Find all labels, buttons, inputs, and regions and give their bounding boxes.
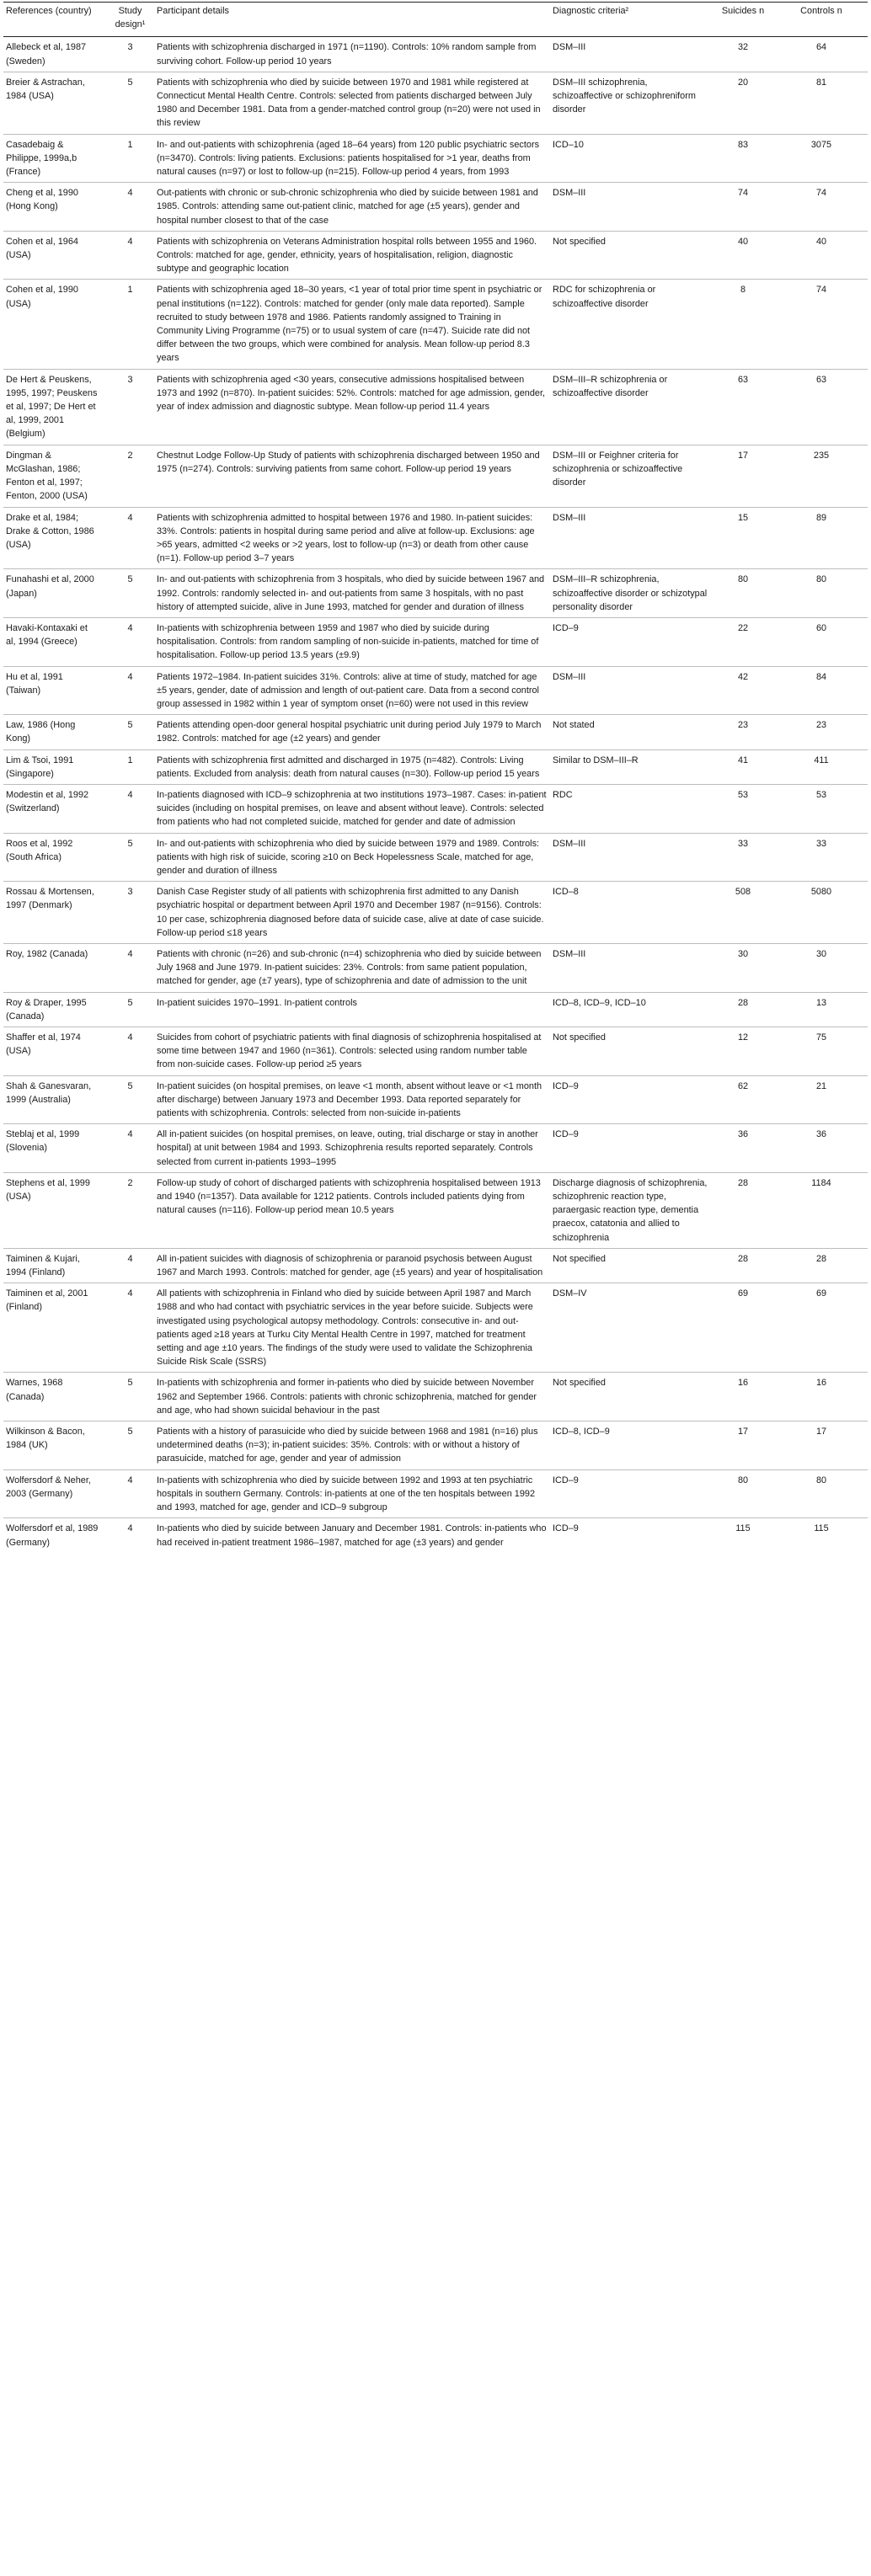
cell-controls: 1184 xyxy=(776,1172,868,1248)
table-row xyxy=(3,507,868,569)
cell-reference: Stephens et al, 1999 (USA) xyxy=(3,1172,107,1248)
cell-design: 5 xyxy=(107,1373,154,1421)
cell-participant-details: In- and out-patients with schizophrenia who died by suicide between 1979 and 1989. Controls: patients with high risk of suicide, scoring ≥10 on Beck Hopelessness Scale, matched for age, gender and duration of illness xyxy=(154,833,550,882)
cell-participant-details: Patients with schizophrenia on Veterans Administration hospital rolls between 1955 and 1960. Controls: matched for age, gender, ethnicity, years of hospitalisation, religion, diagnostic subtype and geographic location xyxy=(154,231,550,280)
cell-participant-details: All patients with schizophrenia in Finland who died by suicide between April 1987 and March 1988 and who had contact with psychiatric services in the year before suicide. Subjects were investigated using psychological autopsy methodology. Controls: consecutive in- and out-patients aged ≥18 years at Turku City Mental Health Centre in 1997, matched for treatment setting and age ±10 years. The findings of the study were used to validate the Schizophrenia Suicide Risk Scale (SSRS) xyxy=(154,1283,550,1373)
cell-suicides: 23 xyxy=(711,715,776,749)
cell-design: 5 xyxy=(107,569,154,618)
cell-suicides: 28 xyxy=(711,1248,776,1283)
cell-participant-details: All in-patient suicides with diagnosis of schizophrenia or paranoid psychosis between August 1967 and March 1993. Controls: matched for gender, age (±5 years) and year of hospitalisation xyxy=(154,1248,550,1283)
cell-diagnostic-criteria: ICD–9 xyxy=(553,1523,579,1534)
header-diagnostic: Diagnostic criteria² xyxy=(550,3,711,37)
cell-controls: 17 xyxy=(776,1421,868,1470)
cell-participant-details: Follow-up study of cohort of discharged patients with schizophrenia hospitalised between 1913 and 1940 (n=1357). Data available for 1212 patients. Controls included patients dying from natural causes (n=116). Follow-up period mean 10.5 years xyxy=(154,1172,550,1248)
cell-reference: Roos et al, 1992 (South Africa) xyxy=(3,833,107,882)
cell-suicides: 28 xyxy=(711,1172,776,1248)
cell-diagnostic-criteria: DSM–III–R schizophrenia, schizoaffective disorder or schizotypal personality disorder xyxy=(550,569,711,618)
cell-suicides: 32 xyxy=(711,37,776,72)
table-row xyxy=(3,183,868,232)
cell-diagnostic-criteria: DSM–III xyxy=(550,183,711,232)
cell-diagnostic-criteria: ICD–9 xyxy=(550,1469,711,1518)
cell-design: 4 xyxy=(107,617,154,666)
cell-suicides: 16 xyxy=(711,1373,776,1421)
cell-reference: Drake et al, 1984; Drake & Cotton, 1986 (USA) xyxy=(3,507,107,569)
cell-suicides: 30 xyxy=(711,943,776,992)
cell-controls: 411 xyxy=(776,749,868,784)
cell-participant-details: In-patients diagnosed with ICD–9 schizophrenia at two institutions 1973–1987. Cases: in-patient suicides (including on hospital premises, on leave and absent without leave). Controls: selected from patients who had not completed suicide, matched for gender and date of admission xyxy=(154,784,550,833)
cell-suicides: 80 xyxy=(711,1469,776,1518)
cell-design: 1 xyxy=(107,280,154,369)
cell-controls: 64 xyxy=(776,37,868,72)
cell-participant-details: Danish Case Register study of all patients with schizophrenia first admitted to any Danish psychiatric hospital or department between April 1970 and December 1987 (n=9156). Controls: 10 per case, schizophrenia diagnosed before data of suicide case, alive at date of case suicide. Follow-up period ≤18 years xyxy=(154,882,550,944)
cell-design: 4 xyxy=(107,1027,154,1076)
cell-design: 5 xyxy=(107,833,154,882)
cell-participant-details: In-patients with schizophrenia and former in-patients who died by suicide between November 1962 and September 1966. Controls: patients with chronic schizophrenia, matched for gender and age, who had shown suicidal behaviour in the past xyxy=(154,1373,550,1421)
cell-controls: 60 xyxy=(776,617,868,666)
cell-design: 4 xyxy=(107,1283,154,1373)
table-row xyxy=(3,715,868,749)
cell-reference: Wolfersdorf & Neher, 2003 (Germany) xyxy=(3,1469,107,1518)
cell-reference: Law, 1986 (Hong Kong) xyxy=(3,715,107,749)
cell-participant-details: In- and out-patients with schizophrenia from 3 hospitals, who died by suicide between 1967 and 1992. Controls: randomly selected in- and out-patients from same 3 hospitals, with no past history of attempted suicide, alive in June 1993, matched for gender and duration of illness xyxy=(154,569,550,618)
cell-design: 4 xyxy=(107,507,154,569)
cell-diagnostic-criteria: Discharge diagnosis of schizophrenia, schizophrenic reaction type, paraergasic reaction type, dementia praecox, catatonia and allied to schizophrenia xyxy=(550,1172,711,1248)
cell-suicides: 83 xyxy=(711,134,776,183)
table-header xyxy=(3,3,868,37)
table-row xyxy=(3,1075,868,1124)
cell-reference: Wolfersdorf et al, 1989 (Germany) xyxy=(6,1523,99,1548)
cell-reference: Lim & Tsoi, 1991 (Singapore) xyxy=(3,749,107,784)
cell-reference: Modestin et al, 1992 (Switzerland) xyxy=(3,784,107,833)
cell-design: 4 xyxy=(107,784,154,833)
cell-suicides: 508 xyxy=(711,882,776,944)
cell-design: 5 xyxy=(107,992,154,1027)
cell-suicides: 8 xyxy=(711,280,776,369)
cell-design: 1 xyxy=(107,749,154,784)
cell-diagnostic-criteria: DSM–IV xyxy=(550,1283,711,1373)
cell-reference: Wilkinson & Bacon, 1984 (UK) xyxy=(3,1421,107,1470)
cell-reference: Cheng et al, 1990 (Hong Kong) xyxy=(3,183,107,232)
cell-controls: 84 xyxy=(776,666,868,715)
cell-design: 3 xyxy=(107,882,154,944)
cell-suicides: 20 xyxy=(711,72,776,134)
cell-reference: Cohen et al, 1964 (USA) xyxy=(3,231,107,280)
cell-diagnostic-criteria: DSM–III xyxy=(550,507,711,569)
cell-suicides: 42 xyxy=(711,666,776,715)
table-row xyxy=(3,1027,868,1076)
cell-design: 4 xyxy=(107,666,154,715)
cell-suicides: 36 xyxy=(711,1124,776,1173)
cell-reference: Steblaj et al, 1999 (Slovenia) xyxy=(3,1124,107,1173)
cell-suicides: 69 xyxy=(711,1283,776,1373)
cell-suicides: 62 xyxy=(711,1075,776,1124)
cell-participant-details: Patients attending open-door general hospital psychiatric unit during period July 1979 to March 1982. Controls: matched for age (±2 years) and gender xyxy=(154,715,550,749)
table-row xyxy=(3,1469,868,1518)
table-row xyxy=(3,882,868,944)
cell-reference: De Hert & Peuskens, 1995, 1997; Peuskens et al, 1997; De Hert et al, 1999, 2001 (Belgium) xyxy=(3,369,107,445)
table-row xyxy=(3,369,868,445)
cell-controls: 21 xyxy=(776,1075,868,1124)
cell-diagnostic-criteria: ICD–9 xyxy=(550,617,711,666)
cell-reference: Hu et al, 1991 (Taiwan) xyxy=(3,666,107,715)
cell-diagnostic-criteria: DSM–III schizophrenia, schizoaffective or schizophreniform disorder xyxy=(550,72,711,134)
cell-diagnostic-criteria: DSM–III xyxy=(550,666,711,715)
cell-participant-details: Patients with chronic (n=26) and sub-chronic (n=4) schizophrenia who died by suicide between July 1968 and June 1979. In-patient suicides: 23%. Controls: from same patient population, matched for gender, age (±7 years), type of schizophrenia and date of admission to the unit xyxy=(154,943,550,992)
cell-participant-details: Patients with schizophrenia who died by suicide between 1970 and 1981 while registered at Connecticut Mental Health Centre. Controls: selected from patients discharged between July 1980 and December 1981. Data from a gender-matched control group (n=20) were not used in this review xyxy=(154,72,550,134)
cell-design: 4 xyxy=(107,1469,154,1518)
cell-reference: Casadebaig & Philippe, 1999a,b (France) xyxy=(3,134,107,183)
cell-controls: 63 xyxy=(776,369,868,445)
table-row xyxy=(3,1373,868,1421)
cell-suicides: 41 xyxy=(711,749,776,784)
cell-participant-details: In-patients with schizophrenia who died by suicide between 1992 and 1993 at ten psychiatric hospitals in southern Germany. Controls: in-patients at one of the ten hospitals between 1992 and 1993, matched for age, gender and ICD–9 subgroup xyxy=(154,1469,550,1518)
cell-participant-details: Suicides from cohort of psychiatric patients with final diagnosis of schizophrenia hospitalised at some time between 1947 and 1960 (n=361). Controls: selected using random number table from non-suicide cases. Follow-up period ≥5 years xyxy=(154,1027,550,1076)
cell-participant-details: In- and out-patients with schizophrenia (aged 18–64 years) from 120 public psychiatric sectors (n=3470). Controls: living patients. Exclusions: patients hospitalised for >1 year, deaths from natural causes (n=97) or lost to follow-up (n=215). Follow-up period 4 years, from 1993 xyxy=(154,134,550,183)
table-row xyxy=(3,1283,868,1373)
cell-participant-details: Patients with schizophrenia discharged in 1971 (n=1190). Controls: 10% random sample from surviving cohort. Follow-up period 10 years xyxy=(154,37,550,72)
cell-design: 2 xyxy=(107,1172,154,1248)
header-suicides: Suicides n xyxy=(711,3,776,37)
cell-suicides: 15 xyxy=(711,507,776,569)
header-references: References (country) xyxy=(3,3,107,37)
cell-suicides: 33 xyxy=(711,833,776,882)
cell-design: 3 xyxy=(107,37,154,72)
cell-controls: 81 xyxy=(776,72,868,134)
cell-diagnostic-criteria: ICD–8 xyxy=(550,882,711,944)
cell-participant-details: Patients with schizophrenia aged 18–30 years, <1 year of total prior time spent in psychiatric or penal institutions (n=122). Controls: matched for gender (only male data reported). Sample recruited to study between 1978 and 1986. Patients randomly assigned to Training in Community Living Programme (n=75) or to usual system of care (n=47). Suicide rate did not differ between the two groups, which were combined for analysis. Mean follow-up period 8.3 years xyxy=(154,280,550,369)
table-row xyxy=(3,1124,868,1173)
cell-diagnostic-criteria: Not specified xyxy=(550,1027,711,1076)
table-row xyxy=(3,1172,868,1248)
cell-reference: Rossau & Mortensen, 1997 (Denmark) xyxy=(3,882,107,944)
cell-design: 5 xyxy=(107,72,154,134)
table-row xyxy=(3,749,868,784)
cell-controls: 13 xyxy=(776,992,868,1027)
table-body xyxy=(3,37,868,1553)
table-row xyxy=(3,445,868,507)
cell-design: 1 xyxy=(107,134,154,183)
cell-suicides: 22 xyxy=(711,617,776,666)
table-row xyxy=(3,231,868,280)
cell-controls: 5080 xyxy=(776,882,868,944)
cell-reference: Roy, 1982 (Canada) xyxy=(3,943,107,992)
cell-participant-details: Patients with schizophrenia first admitted and discharged in 1975 (n=482). Controls: Living patients. Excluded from analysis: death from natural causes (n=30). Follow-up period 15 years xyxy=(154,749,550,784)
cell-diagnostic-criteria: ICD–8, ICD–9 xyxy=(550,1421,711,1470)
cell-controls: 74 xyxy=(776,280,868,369)
cell-design: 4 xyxy=(127,1523,133,1534)
cell-reference: Dingman & McGlashan, 1986; Fenton et al, 1997; Fenton, 2000 (USA) xyxy=(3,445,107,507)
cell-controls: 36 xyxy=(776,1124,868,1173)
cell-participant-details: Patients with schizophrenia aged <30 years, consecutive admissions hospitalised between 1973 and 1992 (n=870). In-patient suicides: 52%. Controls: matched for age admission, gender, year of index admission and diagnostic subtype. Mean follow-up period 11.4 years xyxy=(154,369,550,445)
cell-reference: Breier & Astrachan, 1984 (USA) xyxy=(3,72,107,134)
cell-design: 2 xyxy=(107,445,154,507)
table-row xyxy=(3,617,868,666)
cell-design: 4 xyxy=(107,943,154,992)
cell-design: 3 xyxy=(107,369,154,445)
cell-controls: 80 xyxy=(776,569,868,618)
table-row xyxy=(3,569,868,618)
cell-controls: 115 xyxy=(814,1523,829,1534)
cell-suicides: 12 xyxy=(711,1027,776,1076)
cell-controls: 75 xyxy=(776,1027,868,1076)
cell-reference: Funahashi et al, 2000 (Japan) xyxy=(3,569,107,618)
cell-diagnostic-criteria: ICD–10 xyxy=(550,134,711,183)
cell-design: 4 xyxy=(107,231,154,280)
cell-participant-details: In-patient suicides 1970–1991. In-patient controls xyxy=(154,992,550,1027)
cell-participant-details: In-patients who died by suicide between January and December 1981. Controls: in-patients who had received in-patient treatment 1986–1987, matched for age (±3 years) and gender xyxy=(157,1523,547,1548)
cell-diagnostic-criteria: ICD–8, ICD–9, ICD–10 xyxy=(550,992,711,1027)
table-row xyxy=(3,134,868,183)
cell-suicides: 17 xyxy=(711,445,776,507)
cell-reference: Warnes, 1968 (Canada) xyxy=(3,1373,107,1421)
cell-controls: 53 xyxy=(776,784,868,833)
cell-suicides: 53 xyxy=(711,784,776,833)
cell-diagnostic-criteria: RDC xyxy=(550,784,711,833)
cell-reference: Allebeck et al, 1987 (Sweden) xyxy=(3,37,107,72)
cell-reference: Taiminen & Kujari, 1994 (Finland) xyxy=(3,1248,107,1283)
cell-design: 4 xyxy=(107,1124,154,1173)
cell-participant-details: Patients with a history of parasuicide who died by suicide between 1968 and 1981 (n=16) plus undetermined deaths (n=3); in-patient suicides: 35%. Controls: with or without a history of parasuicide, matched for age, gender and year of admission xyxy=(154,1421,550,1470)
header-participants: Participant details xyxy=(154,3,550,37)
cell-controls: 30 xyxy=(776,943,868,992)
table-row xyxy=(3,280,868,369)
cell-diagnostic-criteria: RDC for schizophrenia or schizoaffective disorder xyxy=(550,280,711,369)
cell-suicides: 28 xyxy=(711,992,776,1027)
table-row xyxy=(3,833,868,882)
table-row xyxy=(3,1518,868,1553)
cell-suicides: 40 xyxy=(711,231,776,280)
cell-reference: Taiminen et al, 2001 (Finland) xyxy=(3,1283,107,1373)
cell-diagnostic-criteria: Not stated xyxy=(550,715,711,749)
cell-participant-details: Patients with schizophrenia admitted to hospital between 1976 and 1980. In-patient suicides: 33%. Controls: patients in hospital during same period and alive at follow-up. Exclusions: age >65 years, admitted <2 weeks or >2 years, lost to follow-up (n=3) or death from other cause (n=1). Follow-up period 3–7 years xyxy=(154,507,550,569)
cell-reference: Shah & Ganesvaran, 1999 (Australia) xyxy=(3,1075,107,1124)
cell-design: 4 xyxy=(107,183,154,232)
cell-diagnostic-criteria: ICD–9 xyxy=(550,1075,711,1124)
cell-participant-details: Chestnut Lodge Follow-Up Study of patients with schizophrenia discharged between 1950 and 1975 (n=274). Controls: surviving patients from same cohort. Follow-up period 19 years xyxy=(154,445,550,507)
cell-diagnostic-criteria: Not specified xyxy=(550,1248,711,1283)
cell-diagnostic-criteria: DSM–III xyxy=(550,37,711,72)
cell-suicides: 80 xyxy=(711,569,776,618)
header-design: Study design¹ xyxy=(107,3,154,37)
cell-diagnostic-criteria: ICD–9 xyxy=(550,1124,711,1173)
cell-participant-details: Patients 1972–1984. In-patient suicides 31%. Controls: alive at time of study, matched for age ±5 years, gender, date of admission and length of out-patient care. Data from a second control group assessed in 1982 within 1 year of symptom onset (n=60) were not used in this review xyxy=(154,666,550,715)
cell-reference: Havaki-Kontaxaki et al, 1994 (Greece) xyxy=(3,617,107,666)
cell-reference: Shaffer et al, 1974 (USA) xyxy=(3,1027,107,1076)
cell-diagnostic-criteria: DSM–III xyxy=(550,833,711,882)
cell-design: 4 xyxy=(107,1248,154,1283)
cell-controls: 28 xyxy=(776,1248,868,1283)
cell-design: 5 xyxy=(107,715,154,749)
cell-suicides: 63 xyxy=(711,369,776,445)
cell-participant-details: All in-patient suicides (on hospital premises, on leave, outing, trial discharge or stay in another hospital) at unit between 1984 and 1993. Schizophrenia results reported separately. Controls selected from current in-patients 1993–1995 xyxy=(154,1124,550,1173)
table-row xyxy=(3,943,868,992)
cell-design: 5 xyxy=(107,1075,154,1124)
cell-diagnostic-criteria: Similar to DSM–III–R xyxy=(550,749,711,784)
table-row xyxy=(3,1248,868,1283)
cell-suicides: 115 xyxy=(735,1523,751,1534)
table-row xyxy=(3,784,868,833)
cell-suicides: 74 xyxy=(711,183,776,232)
table-row xyxy=(3,992,868,1027)
cell-suicides: 17 xyxy=(711,1421,776,1470)
cell-controls: 235 xyxy=(776,445,868,507)
cell-controls: 23 xyxy=(776,715,868,749)
cell-controls: 3075 xyxy=(776,134,868,183)
cell-design: 5 xyxy=(107,1421,154,1470)
cell-participant-details: Out-patients with chronic or sub-chronic schizophrenia who died by suicide between 1981 and 1985. Controls: attending same out-patient clinic, matched for age (±5 years), gender and hospital number closest to that of the case xyxy=(154,183,550,232)
cell-reference: Cohen et al, 1990 (USA) xyxy=(3,280,107,369)
cell-diagnostic-criteria: DSM–III–R schizophrenia or schizoaffective disorder xyxy=(550,369,711,445)
cell-diagnostic-criteria: DSM–III or Feighner criteria for schizophrenia or schizoaffective disorder xyxy=(550,445,711,507)
cell-controls: 69 xyxy=(776,1283,868,1373)
table-row xyxy=(3,37,868,72)
table-row xyxy=(3,666,868,715)
cell-diagnostic-criteria: Not specified xyxy=(550,231,711,280)
cell-controls: 33 xyxy=(776,833,868,882)
cell-diagnostic-criteria: Not specified xyxy=(550,1373,711,1421)
cell-controls: 80 xyxy=(776,1469,868,1518)
studies-table xyxy=(3,2,868,1553)
cell-controls: 89 xyxy=(776,507,868,569)
cell-participant-details: In-patient suicides (on hospital premises, on leave <1 month, absent without leave or <1 month after discharge) between January 1973 and December 1993. Data reported separately for patients with schizophrenia. Controls: selected from non-suicide in-patients xyxy=(154,1075,550,1124)
cell-controls: 40 xyxy=(776,231,868,280)
cell-reference: Roy & Draper, 1995 (Canada) xyxy=(3,992,107,1027)
cell-diagnostic-criteria: DSM–III xyxy=(550,943,711,992)
header-controls: Controls n xyxy=(776,3,868,37)
table-row xyxy=(3,1421,868,1470)
cell-controls: 74 xyxy=(776,183,868,232)
cell-controls: 16 xyxy=(776,1373,868,1421)
table-row xyxy=(3,72,868,134)
cell-participant-details: In-patients with schizophrenia between 1959 and 1987 who died by suicide during hospitalisation. Controls: from random sampling of non-suicide in-patients, matched for time of hospitalisation. Follow-up period 13.5 years (±9.9) xyxy=(154,617,550,666)
